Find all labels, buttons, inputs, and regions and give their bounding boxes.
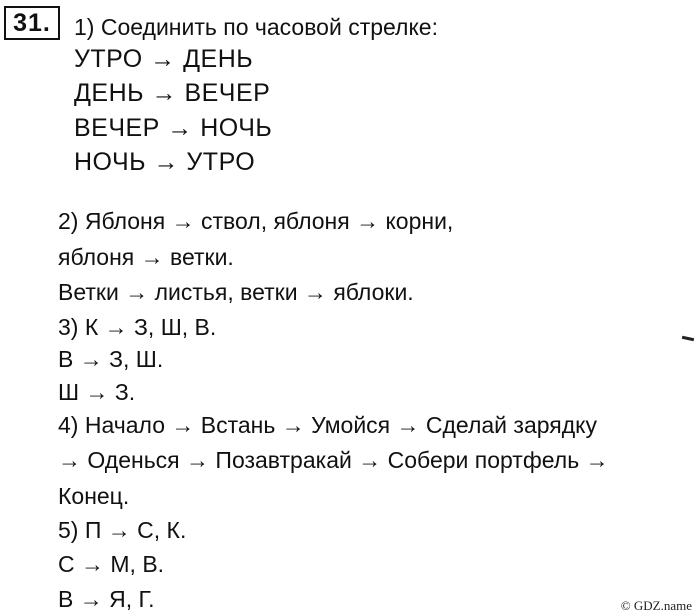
part-2-line-2: яблоня → ветки. [58,244,234,270]
clockwise-line-4: НОЧЬ → УТРО [74,148,256,176]
part-4-line-1: 4) Начало → Встань → Умойся → Сделай зарядку [58,412,597,438]
stray-pen-mark [682,336,694,341]
part-3-line-2: В → З, Ш. [58,346,164,372]
clockwise-line-1: УТРО → ДЕНЬ [74,45,254,73]
part-5-line-3: В → Я, Г. [58,586,155,612]
watermark: © GDZ.name [620,598,692,613]
part-5-line-1: 5) П → С, К. [58,517,187,543]
part-4-line-2: → Оденься → Позавтракай → Собери портфель → [58,447,609,473]
task-number-box [4,6,60,40]
part-5-line-2: С → М, В. [58,551,165,577]
part-1-heading: 1) Соединить по часовой стрелке: [74,14,438,40]
clockwise-line-2: ДЕНЬ → ВЕЧЕР [74,79,271,107]
part-2-line-1: 2) Яблоня → ствол, яблоня → корни, [58,208,454,234]
part-3-line-1: 3) К → З, Ш, В. [58,314,217,340]
clockwise-line-3: ВЕЧЕР → НОЧЬ [74,114,273,142]
part-3-line-3: Ш → З. [58,379,136,405]
part-4-line-3: Конец. [58,483,130,509]
task-number: 31. [13,8,51,37]
part-2-line-3: Ветки → листья, ветки → яблоки. [58,279,414,305]
